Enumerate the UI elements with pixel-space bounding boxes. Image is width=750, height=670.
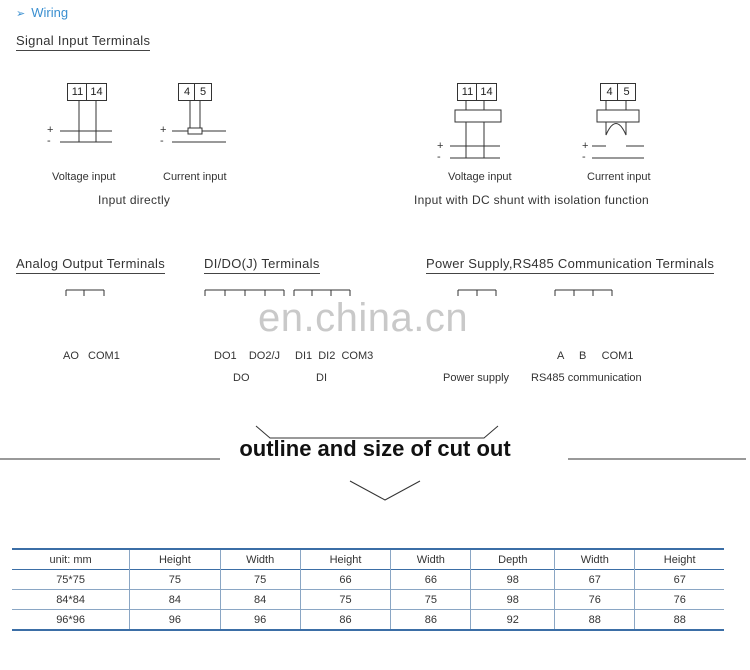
di-terminals-label: DI1 DI2 COM3 xyxy=(295,350,374,362)
table-cell: 92 xyxy=(471,610,555,631)
table-cell: 96*96 xyxy=(12,610,130,631)
table-cell: 96 xyxy=(220,610,300,631)
power-rs485-title: Power Supply,RS485 Communication Terminals xyxy=(426,256,715,271)
table-cell: 66 xyxy=(391,570,471,590)
table-cell: 88 xyxy=(673,613,686,626)
rs485-terminals-label: A B COM1 xyxy=(557,350,634,362)
wiring-title: Wiring xyxy=(31,5,69,20)
table-header-cell: unit: mm xyxy=(12,549,130,570)
shunt-terminal-14: 14 xyxy=(476,83,497,101)
table-cell: 86 xyxy=(391,610,471,631)
table-cell: 76 xyxy=(555,590,635,610)
minus-sign: - xyxy=(47,135,51,147)
table-cell: 84 xyxy=(220,590,300,610)
signal-input-title: Signal Input Terminals xyxy=(16,33,151,48)
ao-com1-label: AO COM1 xyxy=(63,350,120,362)
table-cell: 96 xyxy=(130,610,220,631)
table-header-cell: Height xyxy=(300,549,390,570)
table-row xyxy=(12,570,724,590)
analog-output-title: Analog Output Terminals xyxy=(16,256,166,271)
shunt-current-input-label: Current input xyxy=(587,171,651,183)
table-cell: 66 xyxy=(300,570,390,590)
table-row xyxy=(12,590,724,610)
power-supply-label: Power supply xyxy=(443,372,510,384)
table-cell: 98 xyxy=(471,570,555,590)
input-directly-caption: Input directly xyxy=(98,193,171,207)
table-cell: 75 xyxy=(391,590,471,610)
plus-sign: + xyxy=(437,140,444,152)
table-header-cell: Height xyxy=(663,553,696,566)
table-cell: 84*84 xyxy=(12,590,130,610)
plus-sign: + xyxy=(160,124,167,136)
table-header-row xyxy=(12,549,724,570)
table-cell: 88 xyxy=(555,610,635,631)
table-cell: 75 xyxy=(300,590,390,610)
arrow-icon: ➢ xyxy=(16,8,26,20)
table-cell: 75 xyxy=(130,570,220,590)
shunt-terminal-4: 4 xyxy=(600,83,619,101)
watermark: en.china.cn xyxy=(258,296,469,340)
terminal-14: 14 xyxy=(86,83,107,101)
shunt-voltage-input-label: Voltage input xyxy=(448,171,512,183)
table-header-cell: Width xyxy=(555,549,635,570)
table-cell: 75*75 xyxy=(12,570,130,590)
terminal-5: 5 xyxy=(194,83,212,101)
minus-sign: - xyxy=(160,135,164,147)
minus-sign: - xyxy=(582,151,586,163)
rs485-communication-label: RS485 communication xyxy=(531,372,642,384)
table-header-cell: Width xyxy=(391,549,471,570)
plus-sign: + xyxy=(47,124,54,136)
table-cell: 67 xyxy=(555,570,635,590)
shunt-terminal-5: 5 xyxy=(617,83,636,101)
cutout-banner-title: outline and size of cut out xyxy=(239,436,511,461)
table-cell: 67 xyxy=(673,573,686,586)
do-terminals-label: DO1 DO2/J xyxy=(214,350,281,362)
do-label: DO xyxy=(233,372,250,384)
shunt-terminal-11: 11 xyxy=(457,83,478,101)
di-do-title: DI/DO(J) Terminals xyxy=(204,256,320,271)
table-cell: 75 xyxy=(220,570,300,590)
table-cell: 86 xyxy=(300,610,390,631)
terminal-11: 11 xyxy=(67,83,88,101)
table-cell: 98 xyxy=(471,590,555,610)
terminal-4: 4 xyxy=(178,83,196,101)
di-label: DI xyxy=(316,372,327,384)
shunt-caption: Input with DC shunt with isolation function xyxy=(414,193,650,207)
table-header-cell: Height xyxy=(130,549,220,570)
current-input-label: Current input xyxy=(163,171,227,183)
voltage-input-label: Voltage input xyxy=(52,171,116,183)
table-row xyxy=(12,610,724,631)
table-header-cell: Depth xyxy=(471,549,555,570)
table-cell: 84 xyxy=(130,590,220,610)
plus-sign: + xyxy=(582,140,589,152)
banner-decoration xyxy=(0,420,750,505)
table-cell: 76 xyxy=(673,593,686,606)
dimensions-table xyxy=(12,548,724,631)
table-header-cell: Width xyxy=(220,549,300,570)
minus-sign: - xyxy=(437,151,441,163)
